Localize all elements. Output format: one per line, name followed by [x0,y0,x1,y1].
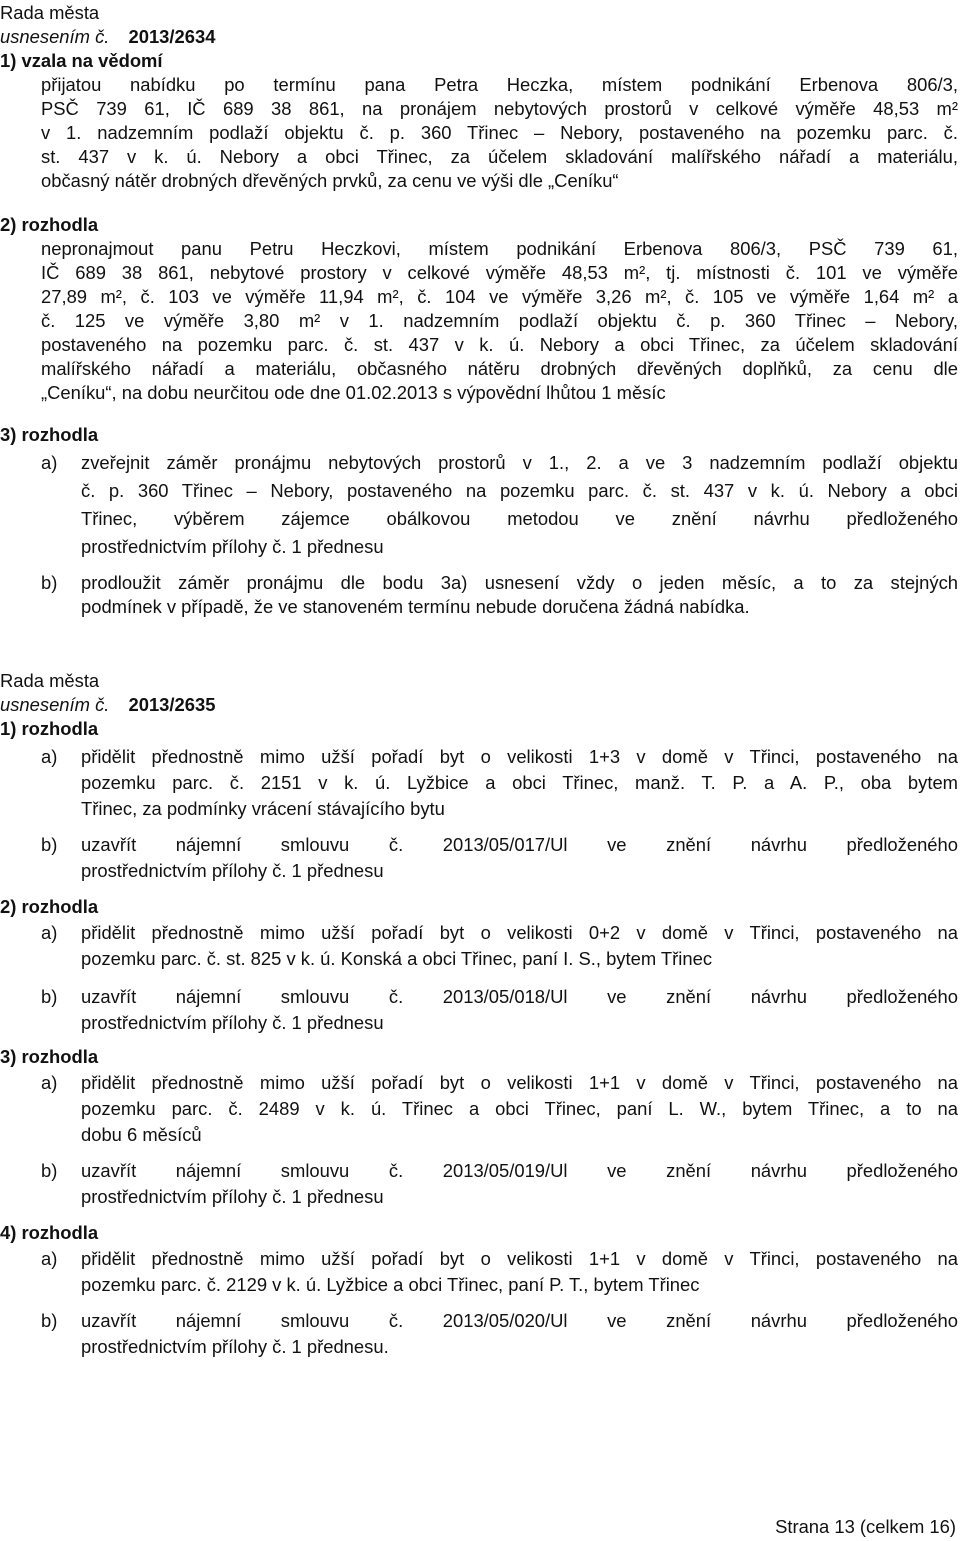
subitem-label: b) [41,986,58,1007]
paragraph-line: Třinec, za podmínky vrácení stávajícího bytu [81,798,445,819]
paragraph-line: 27,89 m², č. 103 ve výměře 11,94 m², č. 104 ve výměře 3,26 m², č. 105 ve výměře 1,64 m² a [41,286,958,307]
paragraph-line: postaveného na pozemku parc. č. st. 437 v k. ú. Nebory a obci Třinec, za účelem skladování [41,334,958,355]
paragraph-line: přidělit přednostně mimo užší pořadí byt o velikosti 0+2 v domě v Třinci, postaveného na [81,922,958,943]
subitem-label: b) [41,1160,58,1181]
paragraph-line: pozemku parc. č. 2151 v k. ú. Lyžbice a obci Třinec, manž. T. P. a A. P., oba bytem [81,772,958,793]
item-heading: 1) vzala na vědomí [0,50,163,71]
subitem-label: a) [41,452,58,473]
paragraph-line: uzavřít nájemní smlouvu č. 2013/05/020/Ul ve znění návrhu předloženého [81,1310,958,1331]
paragraph-line: nepronajmout panu Petru Heczkovi, místem podnikání Erbenova 806/3, PSČ 739 61, [41,238,958,259]
item-heading: 2) rozhodla [0,896,99,917]
page-number: Strana 13 (celkem 16) [775,1516,956,1537]
subitem-label: a) [41,1248,58,1269]
paragraph-line: IČ 689 38 861, nebytové prostory v celkové výměře 48,53 m², tj. místnosti č. 101 ve výměře [41,262,958,283]
subitem-label: b) [41,834,58,855]
resolution-number: 2013/2635 [128,694,216,715]
item-heading: 1) rozhodla [0,718,99,739]
item-heading: 2) rozhodla [0,214,99,235]
paragraph-line: prostřednictvím přílohy č. 1 přednesu [81,1186,384,1207]
paragraph-line: přidělit přednostně mimo užší pořadí byt o velikosti 1+3 v domě v Třinci, postaveného na [81,746,958,767]
paragraph-line: přijatou nabídku po termínu pana Petra Heczka, místem podnikání Erbenova 806/3, [41,74,958,95]
resolution-line [0,26,215,48]
paragraph-line: přidělit přednostně mimo užší pořadí byt o velikosti 1+1 v domě v Třinci, postaveného na [81,1072,958,1093]
paragraph-line: přidělit přednostně mimo užší pořadí byt o velikosti 1+1 v domě v Třinci, postaveného na [81,1248,958,1269]
paragraph-line: č. p. 360 Třinec – Nebory, postaveného na pozemku parc. č. st. 437 v k. ú. Nebory a obci [81,480,958,501]
paragraph-line: „Ceníku“, na dobu neurčitou ode dne 01.02.2013 s výpovědní lhůtou 1 měsíc [41,382,666,403]
resolution-prefix: usnesením č. [0,694,110,715]
subitem-label: a) [41,922,58,943]
paragraph-line: st. 437 v k. ú. Nebory a obci Třinec, za účelem skladování malířského nářadí a materiálu, [41,146,958,167]
paragraph-line: občasný nátěr drobných dřevěných prvků, za cenu ve výši dle „Ceníku“ [41,170,619,191]
item-heading: 4) rozhodla [0,1222,99,1243]
item-heading: 3) rozhodla [0,1046,99,1067]
paragraph-line: v 1. nadzemním podlaží objektu č. p. 360 Třinec – Nebory, postaveného na pozemku parc. č. [41,122,958,143]
paragraph-line: malířského nářadí a materiálu, občasného nátěru drobných dřevěných doplňků, za cenu dle [41,358,958,379]
paragraph-line: pozemku parc. č. 2129 v k. ú. Lyžbice a obci Třinec, paní P. T., bytem Třinec [81,1274,700,1295]
paragraph-line: zveřejnit záměr pronájmu nebytových prostorů v 1., 2. a ve 3 nadzemním podlaží objektu [81,452,958,473]
resolution-prefix: usnesením č. [0,26,110,47]
resolution-number: 2013/2634 [128,26,216,47]
paragraph-line: Třinec, výběrem zájemce obálkovou metodou ve znění návrhu předloženého [81,508,958,529]
subitem-label: b) [41,1310,58,1331]
paragraph-line: prostřednictvím přílohy č. 1 přednesu. [81,1336,389,1357]
paragraph-line: uzavřít nájemní smlouvu č. 2013/05/019/Ul ve znění návrhu předloženého [81,1160,958,1181]
paragraph-line: prostřednictvím přílohy č. 1 přednesu [81,536,384,557]
paragraph-line: PSČ 739 61, IČ 689 38 861, na pronájem nebytových prostorů v celkové výměře 48,53 m² [41,98,958,119]
paragraph-line: č. 125 ve výměře 3,80 m² v 1. nadzemním podlaží objektu č. p. 360 Třinec – Nebory, [41,310,958,331]
paragraph-line: uzavřít nájemní smlouvu č. 2013/05/017/Ul ve znění návrhu předloženého [81,834,958,855]
subitem-label: a) [41,746,58,767]
council-heading: Rada města [0,2,100,23]
paragraph-line: pozemku parc. č. 2489 v k. ú. Třinec a obci Třinec, paní L. W., bytem Třinec, a to na [81,1098,958,1119]
paragraph-line: uzavřít nájemní smlouvu č. 2013/05/018/Ul ve znění návrhu předloženého [81,986,958,1007]
paragraph-line: dobu 6 měsíců [81,1124,202,1145]
paragraph-line: pozemku parc. č. st. 825 v k. ú. Konská a obci Třinec, paní I. S., bytem Třinec [81,948,713,969]
subitem-label: a) [41,1072,58,1093]
paragraph-line: prostřednictvím přílohy č. 1 přednesu [81,860,384,881]
subitem-label: b) [41,572,58,593]
item-heading: 3) rozhodla [0,424,99,445]
paragraph-line: prodloužit záměr pronájmu dle bodu 3a) usnesení vždy o jeden měsíc, a to za stejných [81,572,958,593]
council-heading: Rada města [0,670,100,691]
paragraph-line: prostřednictvím přílohy č. 1 přednesu [81,1012,384,1033]
resolution-line [0,694,215,716]
paragraph-line: podmínek v případě, že ve stanoveném termínu nebude doručena žádná nabídka. [81,596,750,617]
